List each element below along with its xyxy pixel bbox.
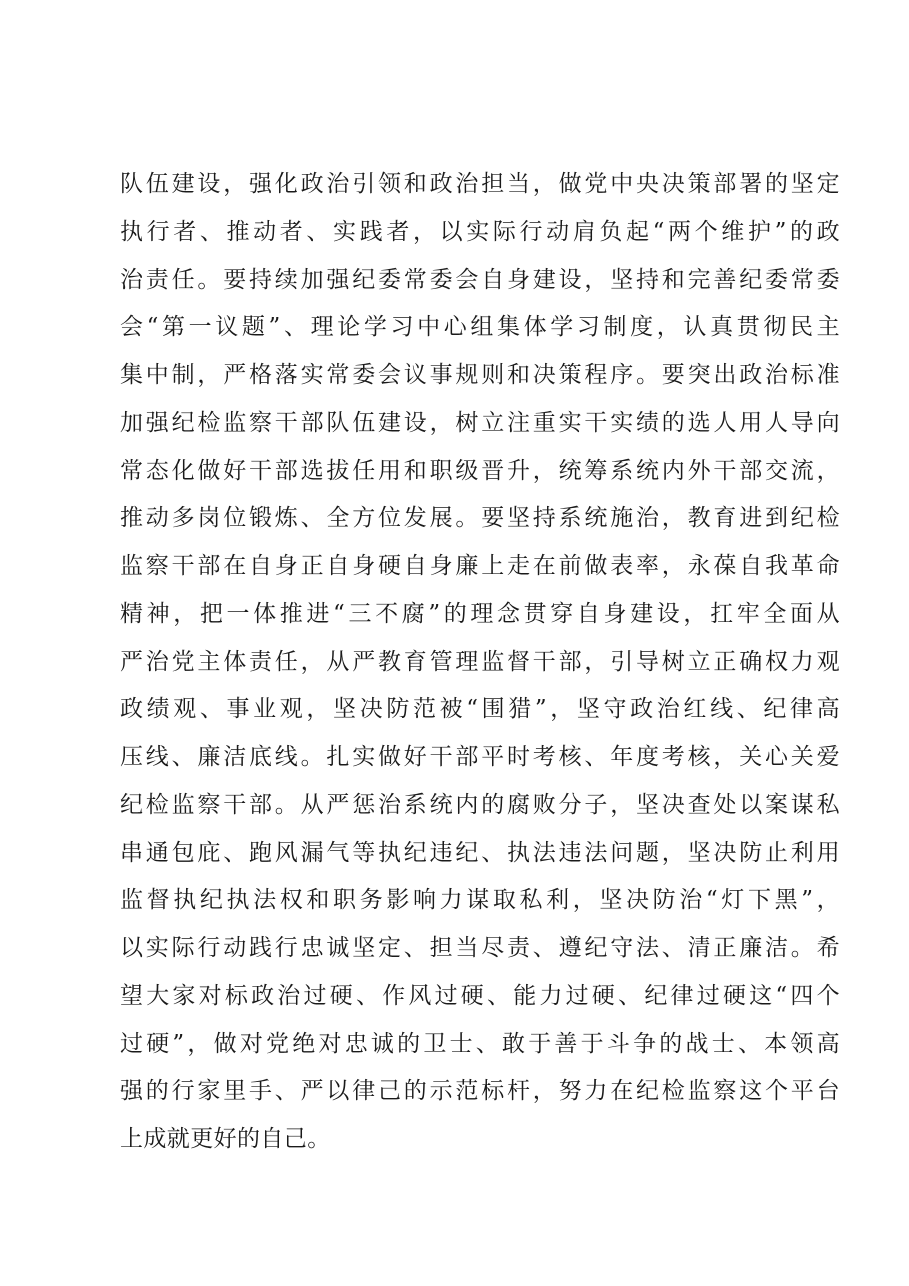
body-paragraph bbox=[120, 161, 840, 1164]
text-line: 治责任。要持续加强纪委常委会自身建设，坚持和完善纪委常委 bbox=[120, 266, 840, 293]
text-line: 过硬”，做对党绝对忠诚的卫士、敢于善于斗争的战士、本领高 bbox=[120, 1030, 840, 1057]
text-line: 常态化做好干部选拔任用和职级晋升，统筹系统内外干部交流， bbox=[120, 457, 840, 484]
text-line: 集中制，严格落实常委会议事规则和决策程序。要突出政治标准 bbox=[120, 362, 840, 388]
text-line: 会“第一议题”、理论学习中心组集体学习制度，认真贯彻民主 bbox=[120, 314, 840, 341]
text-line: 精神，把一体推进“三不腐”的理念贯穿自身建设，扛牢全面从 bbox=[120, 600, 840, 627]
text-line: 望大家对标政治过硬、作风过硬、能力过硬、纪律过硬这“四个 bbox=[120, 982, 840, 1009]
text-line: 政绩观、事业观，坚决防范被“围猎”，坚守政治红线、纪律高 bbox=[120, 696, 840, 723]
text-line: 强的行家里手、严以律己的示范标杆，努力在纪检监察这个平台 bbox=[120, 1078, 840, 1105]
text-line: 监督执纪执法权和职务影响力谋取私利，坚决防治“灯下黑”， bbox=[120, 887, 840, 914]
text-line: 串通包庇、跑风漏气等执纪违纪、执法违法问题，坚决防止利用 bbox=[120, 839, 840, 866]
text-line: 加强纪检监察干部队伍建设，树立注重实干实绩的选人用人导向 bbox=[120, 409, 840, 436]
text-line: 推动多岗位锻炼、全方位发展。要坚持系统施治，教育进到纪检 bbox=[120, 505, 840, 532]
text-line: 上成就更好的自己。 bbox=[120, 1126, 331, 1152]
text-line: 纪检监察干部。从严惩治系统内的腐败分子，坚决查处以案谋私 bbox=[120, 791, 840, 818]
text-line: 以实际行动践行忠诚坚定、担当尽责、遵纪守法、清正廉洁。希 bbox=[120, 935, 840, 961]
text-line: 执行者、推动者、实践者，以实际行动肩负起“两个维护”的政 bbox=[120, 218, 840, 245]
text-line: 严治党主体责任，从严教育管理监督干部，引导树立正确权力观 bbox=[120, 648, 840, 675]
text-line: 监察干部在自身正自身硬自身廉上走在前做表率，永葆自我革命 bbox=[120, 553, 840, 579]
text-line: 压线、廉洁底线。扎实做好干部平时考核、年度考核，关心关爱 bbox=[120, 744, 840, 770]
text-line: 队伍建设，强化政治引领和政治担当，做党中央决策部署的坚定 bbox=[120, 171, 840, 197]
